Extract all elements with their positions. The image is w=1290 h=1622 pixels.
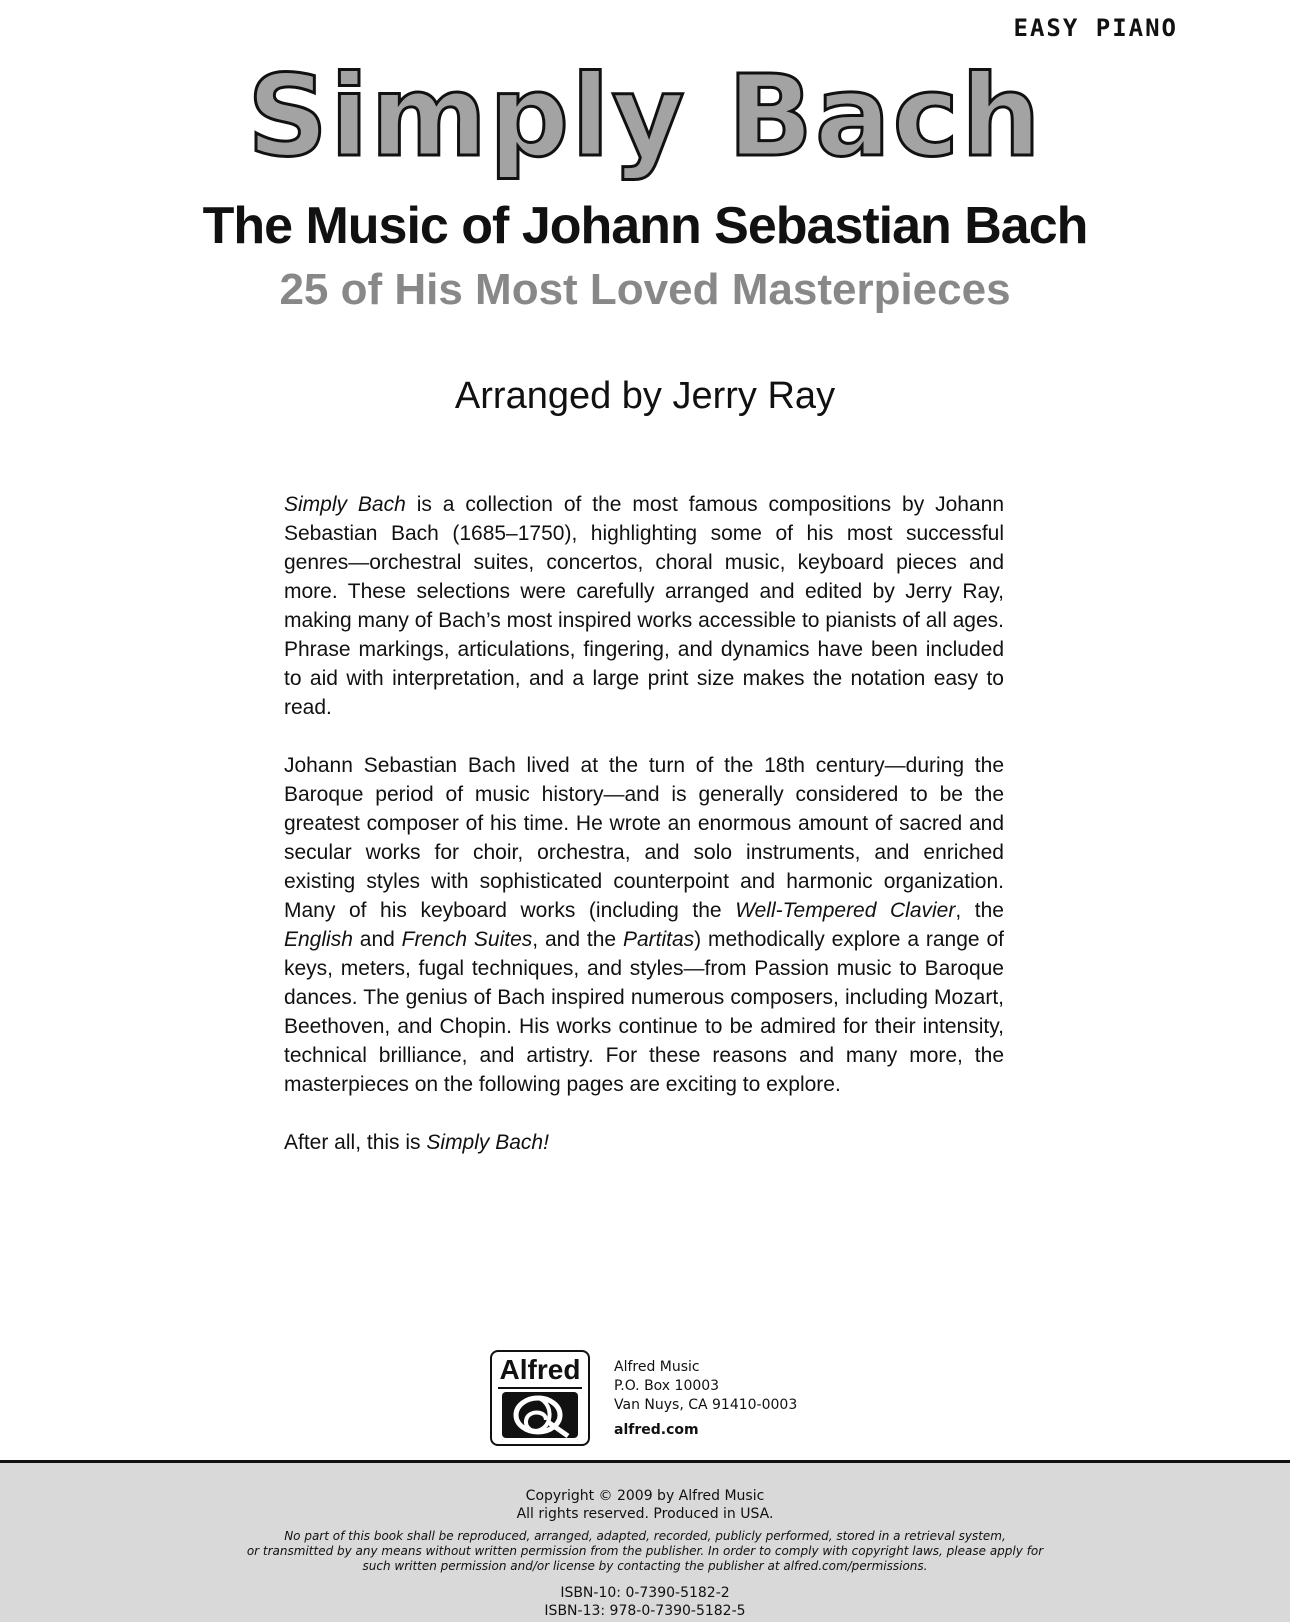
publisher-name: Alfred Music: [614, 1359, 700, 1375]
publisher-block: [490, 1350, 850, 1450]
title-reference: Simply Bach!: [426, 1131, 549, 1154]
legal-notice-line-2: or transmitted by any means without written permission from the publisher. In order to comply with copyright laws, please apply for: [246, 1544, 1044, 1558]
alfred-logo: [490, 1350, 590, 1446]
publisher-website: alfred.com: [614, 1422, 699, 1438]
book-tagline: 25 of His Most Loved Masterpieces: [279, 265, 1011, 314]
copyright-footer: [0, 1460, 1290, 1622]
introduction-text: [284, 490, 1004, 1186]
work-title: Well-Tempered Clavier: [735, 899, 956, 922]
intro-paragraph-1: Simply Bach is a collection of the most famous compositions by Johann Sebastian Bach (1685–1750), highlighting some of his most successful genres—orchestral suites, concertos, choral music, keyboard pieces and more. These selections were carefully arranged and edited by Jerry Ray, making many of Bach’s most inspired works accessible to pianists of all ages. Phrase markings, articulations, fingering, and dynamics have been included to aid with interpretation, and a large print size makes the notation easy to read.: [284, 493, 1004, 719]
isbn-10: ISBN-10: 0-7390-5182-2: [560, 1585, 730, 1601]
rights-line: All rights reserved. Produced in USA.: [516, 1506, 774, 1522]
arranger-credit: Arranged by Jerry Ray: [454, 375, 836, 417]
publisher-address-line1: P.O. Box 10003: [614, 1378, 720, 1394]
intro-paragraph-3: After all, this is Simply Bach!: [284, 1131, 549, 1154]
title-reference: Simply Bach: [284, 493, 406, 516]
logo-wordmark: Alfred: [499, 1354, 581, 1385]
work-title: French Suites: [401, 928, 533, 951]
work-title: Partitas: [622, 928, 695, 951]
isbn-13: ISBN-13: 978-0-7390-5182-5: [544, 1603, 746, 1619]
work-title: English: [284, 928, 353, 951]
legal-notice-line-1: No part of this book shall be reproduced, arranged, adapted, recorded, publicly performed, stored in a retrieval system,: [284, 1529, 1006, 1543]
treble-clef-icon: [492, 1352, 588, 1444]
series-label: EASY PIANO: [1013, 14, 1178, 42]
book-title: Simply Bach: [247, 52, 1043, 182]
publisher-address-line2: Van Nuys, CA 91410-0003: [614, 1397, 798, 1413]
intro-paragraph-2: Johann Sebastian Bach lived at the turn of the 18th century—during the Baroque period of music history—and is generally considered to be the greatest composer of his time. He wrote an enormous amount of sacred and secular works for choir, orchestra, and solo instruments, and enriched existing styles with sophisticated counterpoint and harmonic organization. Many of his keyboard works (including the Well-Tempered Clavier, the English and French Suites, and the Partitas) methodically explore a range of keys, meters, fugal techniques, and styles—from Passion music to Baroque dances. The genius of Bach inspired numerous composers, including Mozart, Beethoven, and Chopin. His works continue to be admired for their intensity, technical brilliance, and artistry. For these reasons and many more, the masterpieces on the following pages are exciting to explore.: [284, 754, 1004, 1096]
book-subtitle: The Music of Johann Sebastian Bach: [202, 197, 1088, 255]
publisher-address: [614, 1358, 797, 1440]
legal-notice-line-3: such written permission and/or license by contacting the publisher at alfred.com/permissions.: [362, 1559, 928, 1573]
copyright-line: Copyright © 2009 by Alfred Music: [525, 1488, 765, 1504]
